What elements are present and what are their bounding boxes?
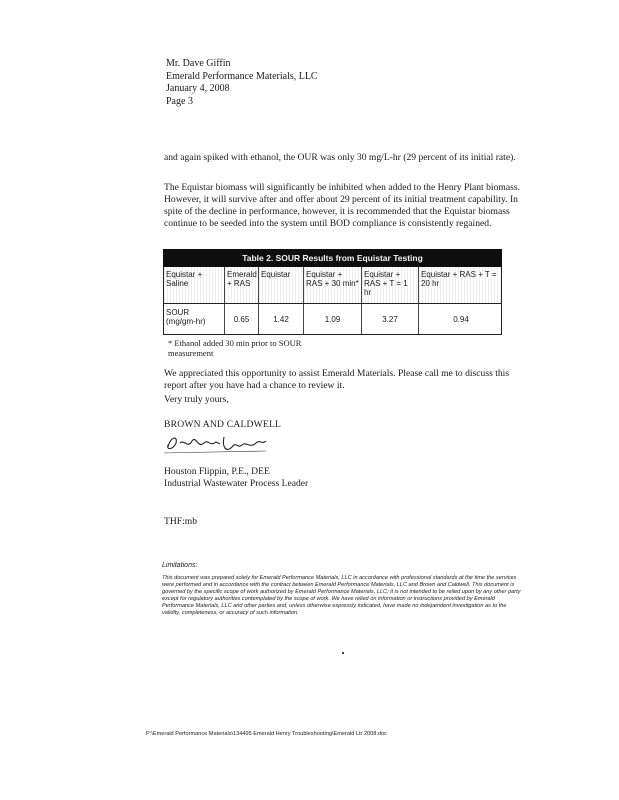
body-paragraph: and again spiked with ethanol, the OUR was only 30 mg/L-hr (29 percent of its initial rate). bbox=[164, 152, 516, 163]
body-paragraph: We appreciated this opportunity to assist Emerald Materials. Please call me to discuss this report after you have had a chance to review it. bbox=[164, 368, 510, 391]
table-cell: 3.27 bbox=[362, 304, 419, 334]
table-header-cell: Equistar bbox=[259, 267, 304, 303]
limitations-heading: Limitations: bbox=[162, 562, 198, 569]
page-number: Page 3 bbox=[166, 95, 193, 107]
scan-speck bbox=[342, 652, 344, 654]
table-footnote: * Ethanol added 30 min prior to SOUR measurement bbox=[168, 338, 302, 358]
firm-name: BROWN AND CALDWELL bbox=[164, 419, 282, 430]
signer-title: Industrial Wastewater Process Leader bbox=[164, 478, 309, 489]
signer-name: Houston Flippin, P.E., DEE bbox=[164, 466, 270, 477]
typist-initials: THF:mb bbox=[164, 516, 198, 527]
recipient-company: Emerald Performance Materials, LLC bbox=[166, 70, 318, 82]
table-cell: 1.42 bbox=[259, 304, 304, 334]
table-header-cell: Emerald + RAS bbox=[225, 267, 259, 303]
limitations-text: This document was prepared solely for Emerald Performance Materials, LLC in accordance with professional standards at the time the services were performed and in accordance with the contract between Emerald Performance Materials, LLC and Brown and Caldwell. This document is governed by the specific scope of work authorized by Emerald Performance Materials, LLC; it is not intended to be relied upon by any other party except for regulatory authorities contemplated by the scope of work. We have relied on information or instructions provided by Emerald Performance Materials, LLC and other parties and, unless otherwise expressly indicated, have made no independent investigation as to the validity, completeness, or accuracy of such information. bbox=[162, 575, 521, 617]
sour-results-table bbox=[163, 249, 502, 335]
file-path-footer: P:\Emerald Performance Materials\134495 Emerald Henry Troubleshooting\Emerald Ltr 2008.doc bbox=[146, 731, 387, 737]
table-cell: 0.65 bbox=[225, 304, 259, 334]
table-cell: 1.09 bbox=[304, 304, 362, 334]
closing-line: Very truly yours, bbox=[164, 394, 229, 405]
letter-date: January 4, 2008 bbox=[166, 83, 230, 94]
table-header-cell: Equistar + Saline bbox=[164, 267, 225, 303]
table-header-row bbox=[163, 267, 502, 304]
letter-header bbox=[166, 58, 318, 108]
recipient-name: Mr. Dave Giffin bbox=[166, 58, 231, 69]
table-cell: 0.94 bbox=[453, 314, 469, 324]
table-row-label: SOUR (mg/gm-hr) bbox=[164, 304, 225, 334]
signature-block bbox=[164, 466, 308, 490]
body-paragraph: The Equistar biomass will significantly be inhibited when added to the Henry Plant biomass. However, it will survive after and offer about 29 percent of its initial treatment capability. In spite of the decline in performance, however, it is recommended that the Equistar biomass continue to be seeded into the system until BOD compliance is consistently regained. bbox=[164, 182, 520, 229]
table-title: Table 2. SOUR Results from Equistar Testing bbox=[163, 249, 502, 267]
table-header-cell: Equistar + RAS + T = 20 hr bbox=[419, 267, 503, 303]
table-header-cell: Equistar + RAS + 30 min* bbox=[304, 267, 362, 303]
table-row bbox=[163, 304, 502, 335]
table-header-cell: Equistar + RAS + T = 1 hr bbox=[362, 267, 419, 303]
signature-image bbox=[162, 429, 272, 459]
